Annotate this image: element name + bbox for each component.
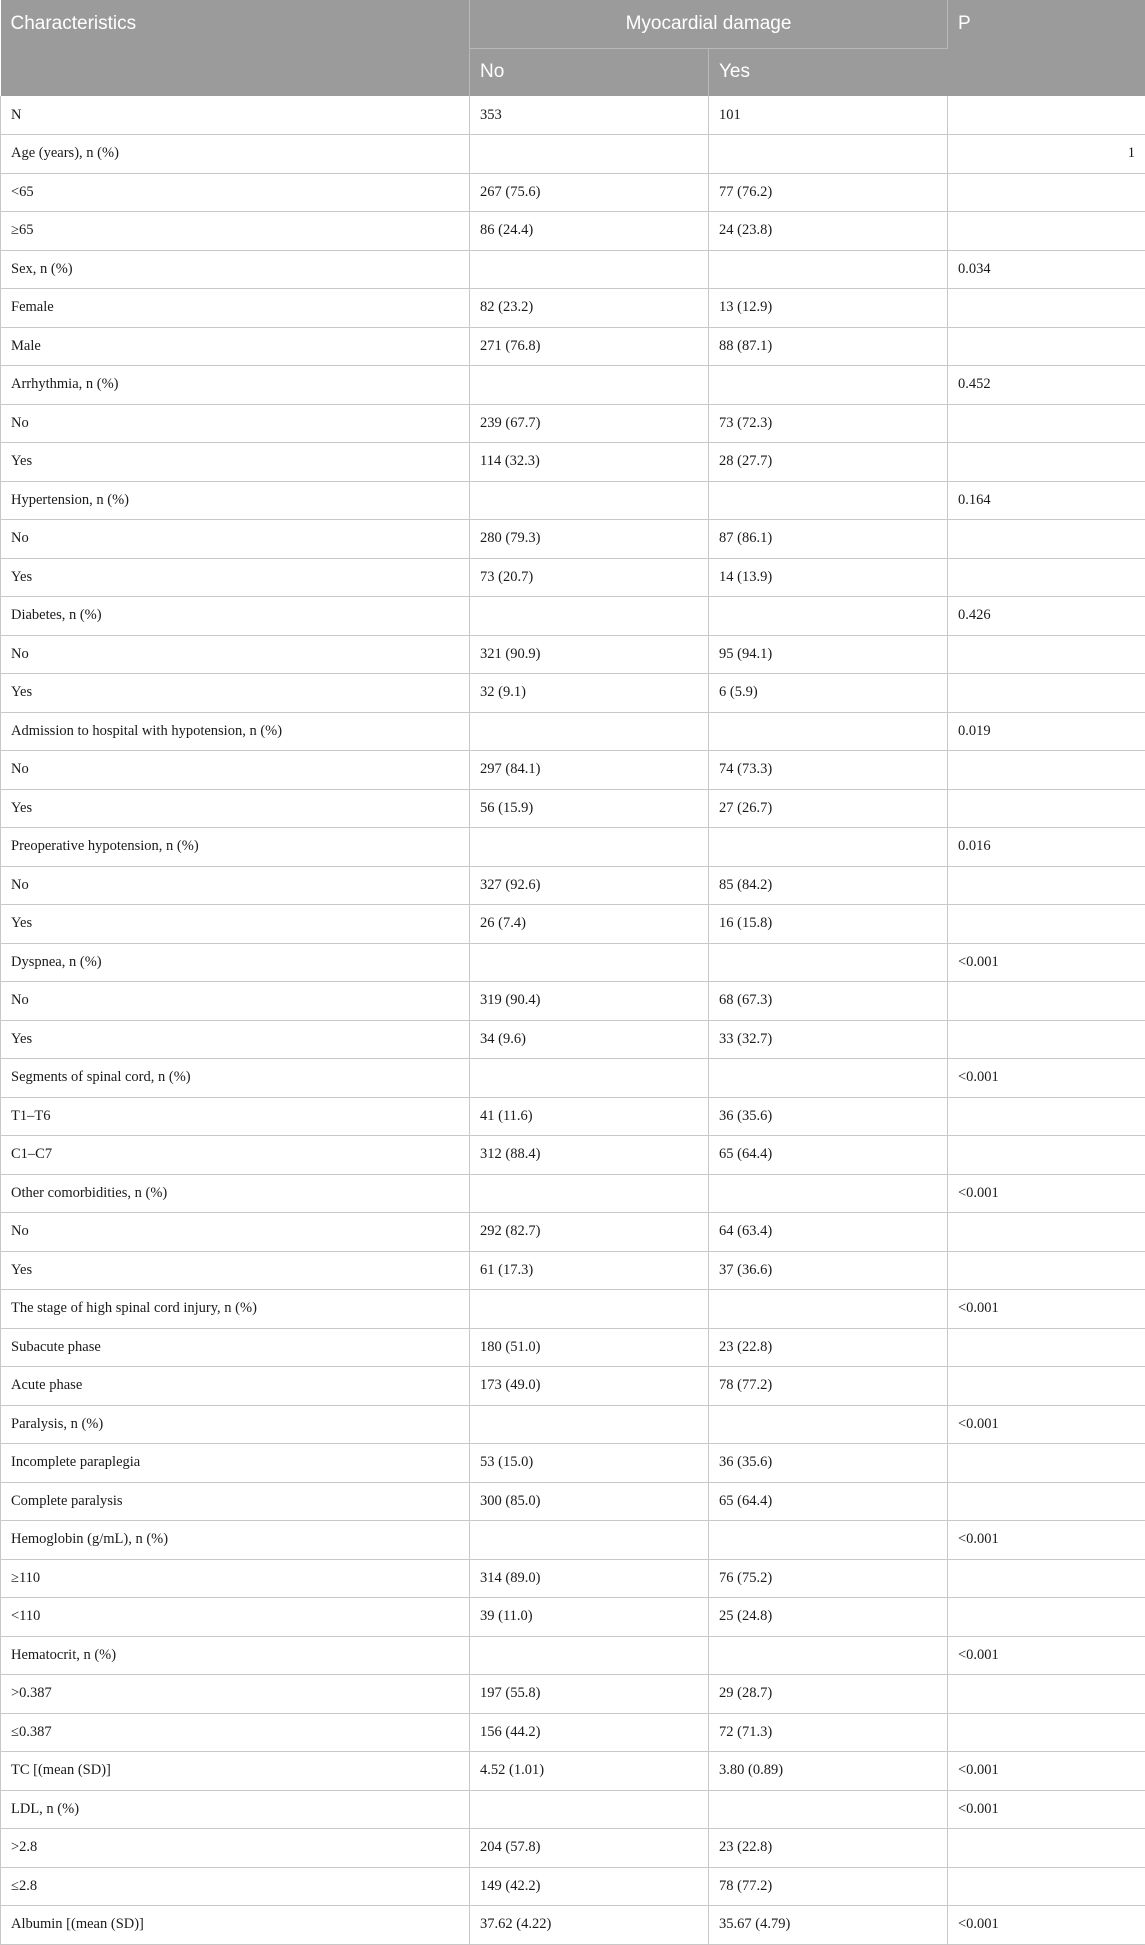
cell-characteristic: No: [1, 1213, 470, 1252]
cell-p: 0.016: [948, 828, 1145, 867]
cell-yes: 73 (72.3): [709, 404, 948, 443]
cell-no: 61 (17.3): [470, 1251, 709, 1290]
header-row-top: [1, 0, 1145, 48]
cell-characteristic: Hypertension, n (%): [1, 481, 470, 520]
cell-no: 82 (23.2): [470, 289, 709, 328]
cell-characteristic: Hemoglobin (g/mL), n (%): [1, 1521, 470, 1560]
table-row: [1, 982, 1145, 1021]
cell-characteristic: >0.387: [1, 1675, 470, 1714]
table-row: [1, 1444, 1145, 1483]
cell-yes: 36 (35.6): [709, 1097, 948, 1136]
cell-p: [948, 1020, 1145, 1059]
cell-p: [948, 1598, 1145, 1637]
table-row: [1, 1020, 1145, 1059]
header-characteristics: Characteristics: [1, 0, 470, 96]
cell-characteristic: The stage of high spinal cord injury, n (%): [1, 1290, 470, 1329]
table-row: [1, 1405, 1145, 1444]
table-row: [1, 1598, 1145, 1637]
cell-yes: [709, 135, 948, 174]
cell-yes: 87 (86.1): [709, 520, 948, 559]
table-row: [1, 1213, 1145, 1252]
table-row: [1, 1097, 1145, 1136]
cell-characteristic: C1–C7: [1, 1136, 470, 1175]
cell-yes: 27 (26.7): [709, 789, 948, 828]
cell-p: [948, 635, 1145, 674]
table-row: [1, 597, 1145, 636]
cell-p: <0.001: [948, 1752, 1145, 1791]
cell-no: 197 (55.8): [470, 1675, 709, 1714]
table-row: [1, 289, 1145, 328]
cell-no: 180 (51.0): [470, 1328, 709, 1367]
cell-yes: [709, 1059, 948, 1098]
cell-p: <0.001: [948, 1174, 1145, 1213]
cell-characteristic: ≥110: [1, 1559, 470, 1598]
cell-no: 319 (90.4): [470, 982, 709, 1021]
cell-yes: [709, 1521, 948, 1560]
cell-yes: 88 (87.1): [709, 327, 948, 366]
table-row: [1, 1829, 1145, 1868]
cell-characteristic: Female: [1, 289, 470, 328]
cell-yes: 23 (22.8): [709, 1829, 948, 1868]
cell-no: 73 (20.7): [470, 558, 709, 597]
cell-characteristic: ≥65: [1, 212, 470, 251]
cell-characteristic: Yes: [1, 1251, 470, 1290]
cell-characteristic: N: [1, 96, 470, 135]
cell-characteristic: Yes: [1, 558, 470, 597]
cell-yes: 13 (12.9): [709, 289, 948, 328]
cell-yes: [709, 481, 948, 520]
cell-no: 280 (79.3): [470, 520, 709, 559]
table-row: [1, 135, 1145, 174]
cell-yes: 24 (23.8): [709, 212, 948, 251]
cell-p: [948, 1213, 1145, 1252]
cell-no: 297 (84.1): [470, 751, 709, 790]
cell-p: [948, 1829, 1145, 1868]
cell-p: [948, 982, 1145, 1021]
cell-p: <0.001: [948, 1405, 1145, 1444]
table-row: [1, 1251, 1145, 1290]
cell-characteristic: Age (years), n (%): [1, 135, 470, 174]
table-row: [1, 1367, 1145, 1406]
cell-characteristic: ≤2.8: [1, 1867, 470, 1906]
cell-p: [948, 443, 1145, 482]
table-row: [1, 635, 1145, 674]
cell-characteristic: Acute phase: [1, 1367, 470, 1406]
cell-characteristic: Yes: [1, 443, 470, 482]
cell-yes: 28 (27.7): [709, 443, 948, 482]
cell-no: 314 (89.0): [470, 1559, 709, 1598]
cell-p: 0.034: [948, 250, 1145, 289]
table-row: [1, 1906, 1145, 1945]
cell-p: [948, 1713, 1145, 1752]
cell-no: 26 (7.4): [470, 905, 709, 944]
cell-yes: 101: [709, 96, 948, 135]
cell-p: 0.426: [948, 597, 1145, 636]
cell-no: [470, 943, 709, 982]
cell-characteristic: <65: [1, 173, 470, 212]
cell-no: [470, 1790, 709, 1829]
cell-yes: 68 (67.3): [709, 982, 948, 1021]
cell-yes: [709, 1636, 948, 1675]
cell-yes: 6 (5.9): [709, 674, 948, 713]
cell-p: <0.001: [948, 943, 1145, 982]
cell-yes: 76 (75.2): [709, 1559, 948, 1598]
table-row: [1, 789, 1145, 828]
cell-characteristic: Segments of spinal cord, n (%): [1, 1059, 470, 1098]
cell-no: [470, 828, 709, 867]
table-row: [1, 1675, 1145, 1714]
cell-characteristic: Male: [1, 327, 470, 366]
cell-no: 312 (88.4): [470, 1136, 709, 1175]
cell-p: <0.001: [948, 1059, 1145, 1098]
cell-no: [470, 1636, 709, 1675]
cell-characteristic: Admission to hospital with hypotension, n (%): [1, 712, 470, 751]
cell-p: [948, 1482, 1145, 1521]
cell-no: 32 (9.1): [470, 674, 709, 713]
cell-no: 149 (42.2): [470, 1867, 709, 1906]
table-row: [1, 443, 1145, 482]
table-row: [1, 1752, 1145, 1791]
cell-p: [948, 289, 1145, 328]
cell-p: [948, 1097, 1145, 1136]
cell-no: [470, 135, 709, 174]
cell-yes: [709, 1405, 948, 1444]
cell-no: 114 (32.3): [470, 443, 709, 482]
cell-p: [948, 1867, 1145, 1906]
cell-characteristic: No: [1, 866, 470, 905]
cell-yes: 14 (13.9): [709, 558, 948, 597]
cell-p: [948, 520, 1145, 559]
cell-p: [948, 212, 1145, 251]
table-row: [1, 828, 1145, 867]
cell-p: 0.452: [948, 366, 1145, 405]
cell-p: [948, 789, 1145, 828]
cell-characteristic: Arrhythmia, n (%): [1, 366, 470, 405]
cell-no: 271 (76.8): [470, 327, 709, 366]
table-row: [1, 250, 1145, 289]
cell-p: [948, 751, 1145, 790]
cell-characteristic: Diabetes, n (%): [1, 597, 470, 636]
cell-no: 239 (67.7): [470, 404, 709, 443]
cell-yes: 64 (63.4): [709, 1213, 948, 1252]
cell-yes: 95 (94.1): [709, 635, 948, 674]
table-row: [1, 905, 1145, 944]
cell-no: 321 (90.9): [470, 635, 709, 674]
table-row: [1, 674, 1145, 713]
cell-yes: 33 (32.7): [709, 1020, 948, 1059]
cell-no: 56 (15.9): [470, 789, 709, 828]
cell-characteristic: Albumin [(mean (SD)]: [1, 1906, 470, 1945]
cell-p: <0.001: [948, 1521, 1145, 1560]
cell-characteristic: Preoperative hypotension, n (%): [1, 828, 470, 867]
cell-no: [470, 597, 709, 636]
table-row: [1, 481, 1145, 520]
header-no: No: [470, 48, 709, 96]
cell-p: <0.001: [948, 1790, 1145, 1829]
header-yes: Yes: [709, 48, 948, 96]
cell-yes: [709, 250, 948, 289]
cell-characteristic: Dyspnea, n (%): [1, 943, 470, 982]
table-row: [1, 1482, 1145, 1521]
header-myocardial-damage: Myocardial damage: [470, 0, 948, 48]
cell-characteristic: Other comorbidities, n (%): [1, 1174, 470, 1213]
cell-yes: 29 (28.7): [709, 1675, 948, 1714]
cell-characteristic: No: [1, 520, 470, 559]
table-body: [1, 96, 1145, 1944]
cell-p: [948, 558, 1145, 597]
cell-characteristic: Yes: [1, 789, 470, 828]
cell-characteristic: >2.8: [1, 1829, 470, 1868]
cell-yes: 23 (22.8): [709, 1328, 948, 1367]
cell-yes: 3.80 (0.89): [709, 1752, 948, 1791]
table-row: [1, 1059, 1145, 1098]
cell-yes: 85 (84.2): [709, 866, 948, 905]
cell-p: [948, 96, 1145, 135]
cell-characteristic: Yes: [1, 1020, 470, 1059]
table-row: [1, 1790, 1145, 1829]
cell-yes: 78 (77.2): [709, 1367, 948, 1406]
cell-no: [470, 1059, 709, 1098]
cell-no: 86 (24.4): [470, 212, 709, 251]
cell-yes: [709, 712, 948, 751]
cell-no: 267 (75.6): [470, 173, 709, 212]
cell-characteristic: LDL, n (%): [1, 1790, 470, 1829]
cell-yes: 72 (71.3): [709, 1713, 948, 1752]
table-row: [1, 1867, 1145, 1906]
cell-yes: [709, 1290, 948, 1329]
cell-no: [470, 481, 709, 520]
cell-characteristic: T1–T6: [1, 1097, 470, 1136]
cell-p: [948, 905, 1145, 944]
cell-p: [948, 866, 1145, 905]
table-row: [1, 866, 1145, 905]
table-row: [1, 1636, 1145, 1675]
cell-yes: 25 (24.8): [709, 1598, 948, 1637]
cell-p: [948, 173, 1145, 212]
cell-characteristic: Subacute phase: [1, 1328, 470, 1367]
cell-p: [948, 674, 1145, 713]
cell-characteristic: Yes: [1, 674, 470, 713]
cell-no: 37.62 (4.22): [470, 1906, 709, 1945]
cell-p: 0.019: [948, 712, 1145, 751]
cell-p: [948, 1444, 1145, 1483]
cell-no: 39 (11.0): [470, 1598, 709, 1637]
cell-yes: [709, 828, 948, 867]
cell-characteristic: TC [(mean (SD)]: [1, 1752, 470, 1791]
cell-yes: 77 (76.2): [709, 173, 948, 212]
cell-characteristic: <110: [1, 1598, 470, 1637]
cell-yes: 65 (64.4): [709, 1136, 948, 1175]
cell-p: <0.001: [948, 1636, 1145, 1675]
cell-no: 41 (11.6): [470, 1097, 709, 1136]
cell-characteristic: No: [1, 982, 470, 1021]
cell-characteristic: Hematocrit, n (%): [1, 1636, 470, 1675]
cell-p: [948, 1136, 1145, 1175]
cell-no: 4.52 (1.01): [470, 1752, 709, 1791]
cell-yes: [709, 1174, 948, 1213]
table-row: [1, 366, 1145, 405]
cell-no: 204 (57.8): [470, 1829, 709, 1868]
cell-no: [470, 712, 709, 751]
cell-p: 0.164: [948, 481, 1145, 520]
cell-p: [948, 1328, 1145, 1367]
cell-no: 300 (85.0): [470, 1482, 709, 1521]
cell-p: [948, 1251, 1145, 1290]
cell-p: [948, 1559, 1145, 1598]
table-row: [1, 1136, 1145, 1175]
cell-no: [470, 1405, 709, 1444]
cell-characteristic: ≤0.387: [1, 1713, 470, 1752]
table-row: [1, 327, 1145, 366]
cell-p: [948, 327, 1145, 366]
cell-no: 173 (49.0): [470, 1367, 709, 1406]
cell-yes: 37 (36.6): [709, 1251, 948, 1290]
table-row: [1, 1174, 1145, 1213]
cell-characteristic: Yes: [1, 905, 470, 944]
cell-characteristic: Paralysis, n (%): [1, 1405, 470, 1444]
cell-yes: [709, 943, 948, 982]
table-row: [1, 1521, 1145, 1560]
cell-no: [470, 1290, 709, 1329]
cell-p: <0.001: [948, 1290, 1145, 1329]
table-row: [1, 1559, 1145, 1598]
cell-p: [948, 1675, 1145, 1714]
table-row: [1, 943, 1145, 982]
cell-yes: 35.67 (4.79): [709, 1906, 948, 1945]
cell-yes: 65 (64.4): [709, 1482, 948, 1521]
cell-p: [948, 404, 1145, 443]
table-row: [1, 404, 1145, 443]
cell-characteristic: No: [1, 635, 470, 674]
cell-characteristic: No: [1, 751, 470, 790]
cell-no: 353: [470, 96, 709, 135]
table-row: [1, 558, 1145, 597]
cell-no: [470, 250, 709, 289]
table-row: [1, 1328, 1145, 1367]
table-row: [1, 712, 1145, 751]
cell-no: 156 (44.2): [470, 1713, 709, 1752]
table-row: [1, 520, 1145, 559]
cell-characteristic: No: [1, 404, 470, 443]
cell-characteristic: Sex, n (%): [1, 250, 470, 289]
cell-no: 34 (9.6): [470, 1020, 709, 1059]
header-p: P: [948, 0, 1145, 96]
cell-no: [470, 1521, 709, 1560]
cell-yes: 36 (35.6): [709, 1444, 948, 1483]
table-header: [1, 0, 1145, 96]
cell-p: [948, 1367, 1145, 1406]
table-row: [1, 1290, 1145, 1329]
cell-no: [470, 366, 709, 405]
cell-yes: 74 (73.3): [709, 751, 948, 790]
table-row: [1, 173, 1145, 212]
cell-characteristic: Incomplete paraplegia: [1, 1444, 470, 1483]
cell-no: [470, 1174, 709, 1213]
cell-no: 53 (15.0): [470, 1444, 709, 1483]
cell-no: 292 (82.7): [470, 1213, 709, 1252]
cell-yes: 78 (77.2): [709, 1867, 948, 1906]
table-row: [1, 96, 1145, 135]
cell-characteristic: Complete paralysis: [1, 1482, 470, 1521]
cell-p: <0.001: [948, 1906, 1145, 1945]
cell-yes: [709, 597, 948, 636]
table-row: [1, 751, 1145, 790]
cell-yes: 16 (15.8): [709, 905, 948, 944]
table-row: [1, 1713, 1145, 1752]
cell-no: 327 (92.6): [470, 866, 709, 905]
cell-p: 1: [948, 135, 1145, 174]
cell-yes: [709, 1790, 948, 1829]
table-row: [1, 212, 1145, 251]
cell-yes: [709, 366, 948, 405]
